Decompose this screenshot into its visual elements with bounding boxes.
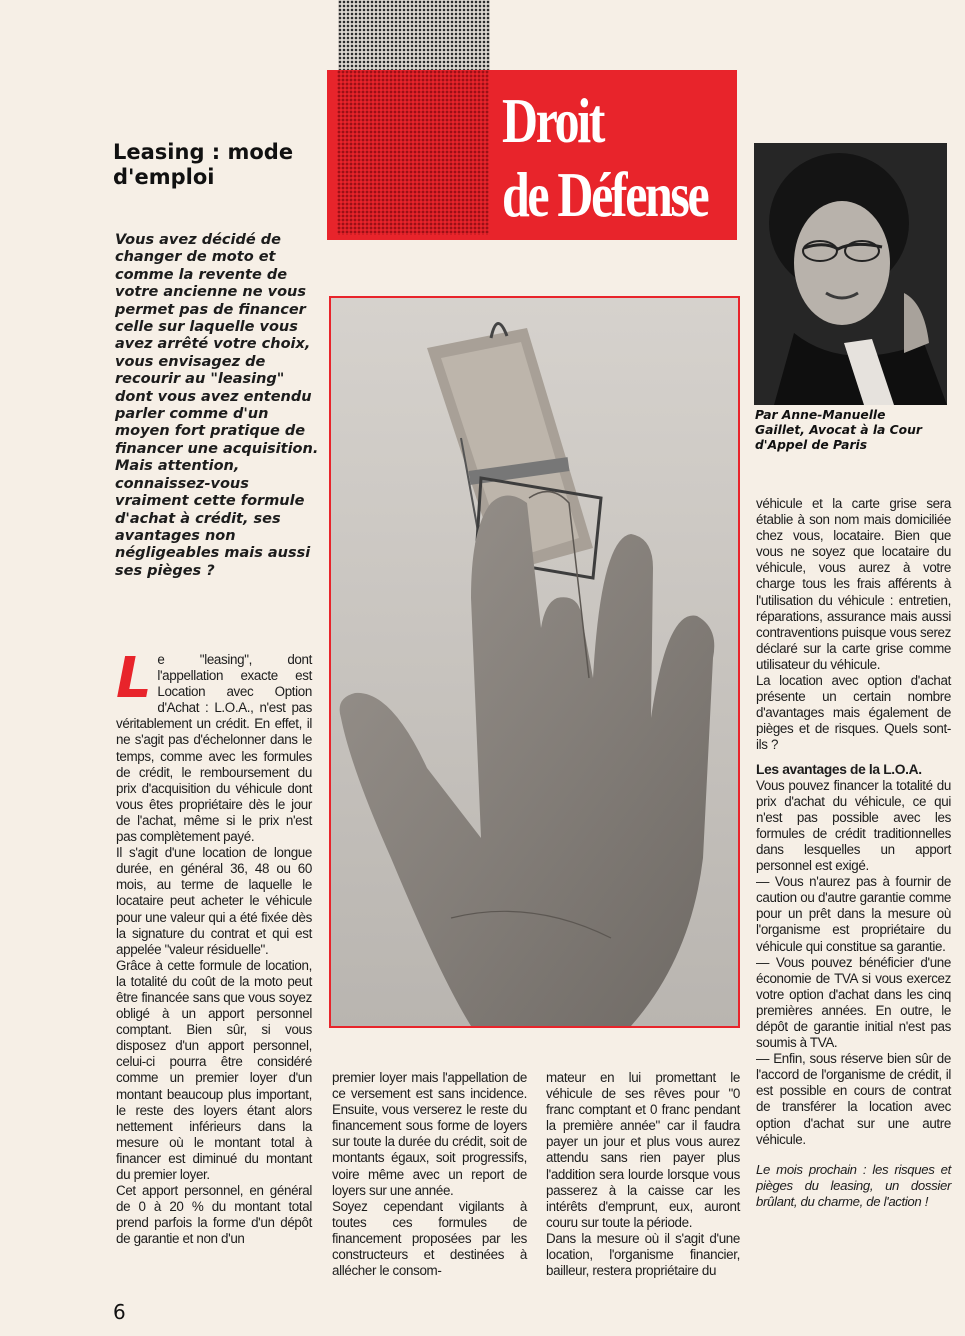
caption-line3: d'Appel de Paris [755,437,868,452]
body-paragraph: Vous pouvez financer la totalité du prix d'achat du véhicule, ce qui n'est pas possible avec les formules de crédit traditionnelles dans lesquelles un apport personnel est exigé. [756,777,951,874]
author-portrait [754,143,947,405]
headline-line1: Leasing : mode [113,140,294,164]
body-paragraph: mateur en lui promettant le véhicule de ses rêves pour "0 franc comptant et 0 franc pendant la première année" car il faudra payer un jour et plus vous aurez attendu sans rien payer plus l'addition sera lourde lorsque vous passerez à la caisse car les intérêts d'emprunt, eux, auront couru sur toute la période. [546,1070,740,1230]
portrait-caption [755,408,955,452]
section-title-line2: de Défense [502,159,708,230]
section-banner [327,70,737,240]
body-paragraph: véhicule et la carte grise sera établie à son nom mais domiciliée chez vous, locataire. Bien que vous ne soyez que locataire du véhicule, vous aurez à votre charge tous les frais afférents à l'utilisation du véhicule : entretien, réparations, assurance mais aussi contraventions puisque vous serez déclaré sur la carte grise comme utilisateur du véhicule. [756,496,951,672]
body-paragraph: Soyez cependant vigilants à toutes ces formules de financement proposées par les constructeurs et destinées à allécher le consom- [332,1198,527,1279]
body-paragraph: Grâce à cette formule de location, la totalité du coût de la moto peut être financée sans que vous soyez obligé à un apport personnel comptant. Bien sûr, si vous disposez d'un apport personnel, celui-ci pourra être considéré comme un premier loyer d'un montant beaucoup plus important, le reste des loyers étant alors nettement inférieurs dans la mesure où le montant total à financer est diminué du montant du premier loyer. [116,957,312,1182]
page-number: 6 [113,1300,126,1324]
section-title [502,84,708,232]
halftone-strip [338,0,490,72]
section-subheading: Les avantages de la L.O.A. [756,761,922,777]
body-paragraph: Dans la mesure où il s'agit d'une location, l'organisme financier, bailleur, restera propriétaire du [546,1230,740,1279]
body-column-right [756,496,951,1210]
article-headline [113,140,293,190]
body-paragraph: — Vous n'aurez pas à fournir de caution ou d'autre garantie comme pour un prêt dans la mesure où l'organisme est propriétaire du véhicule qui constitue sa garantie. [756,874,951,954]
body-column-middle-2 [546,1070,740,1279]
body-paragraph: La location avec option d'achat présente un certain nombre d'avantages mais également de pièges et de risques. Quels sont-ils ? [756,673,951,753]
body-paragraph: — Vous pouvez bénéficier d'une économie de TVA si vous exercez votre option d'achat dans les cinq premières années. En outre, le dépôt de garantie initial n'est pas soumis à TVA. [756,954,951,1051]
drop-cap: L [116,646,152,711]
caption-line1: Par Anne-Manuelle [755,408,886,422]
paragraph-text: e "leasing", dont l'appellation exacte est Location avec Option d'Achat : L.O.A., n'est pas véritablement un crédit. En effet, il ne s'agit pas d'échelonner dans le temps, comme avec les formules de crédit, le remboursement du prix d'acquisition du véhicule dont vous êtes propriétaire dès le jour de l'achat, même si le prix n'est pas complètement payé. [116,652,312,845]
next-issue-teaser: Le mois prochain : les risques et pièges du leasing, un dossier brûlant, du charme, de l'action ! [756,1161,951,1209]
mousetrap-hand-illustration [331,298,738,1026]
body-paragraph: — Enfin, sous réserve bien sûr de l'accord de l'organisme de crédit, il est possible en cours de contrat de transférer la location avec option d'achat sur une autre véhicule. [756,1051,951,1147]
banner-halftone [337,70,489,235]
body-paragraph [116,646,312,845]
caption-line2: Gaillet, Avocat à la Cour [755,422,922,437]
headline-line2: d'emploi [113,165,215,189]
body-paragraph: Cet apport personnel, en général de 0 à 20 % du montant total prend parfois la forme d'un dépôt de garantie et non d'un [116,1183,312,1247]
author-portrait-illustration [754,143,947,405]
article-intro: Vous avez décidé de changer de moto et comme la revente de votre ancienne ne vous permet pas de financer celle sur laquelle vous avez arrêté votre choix, vous envisagez de recourir au "leasing" dont vous avez entendu parler comme d'un moyen fort pratique de financer une acquisition. Mais attention, connaissez-vous vraiment cette formule d'achat à crédit, ses avantages non négligeables mais aussi ses pièges ? [115,232,319,579]
body-column-middle-1 [332,1070,527,1279]
body-paragraph: premier loyer mais l'appellation de ce versement est sans incidence. Ensuite, vous verserez le reste du financement sous forme de loyers sur toute la durée du crédit, soit de montants égaux, soit progressifs, voire même avec un report de loyers sur une année. [332,1070,527,1198]
mousetrap-photo [329,296,740,1028]
body-paragraph: Il s'agit d'une location de longue durée, en général 36, 48 ou 60 mois, au terme de laquelle le locataire peut acheter le véhicule pour une valeur qui a été fixée dès la signature du contrat et qui est appelée "valeur résiduelle". [116,845,312,957]
section-title-line1: Droit [502,85,604,156]
body-column-left [116,646,312,1247]
